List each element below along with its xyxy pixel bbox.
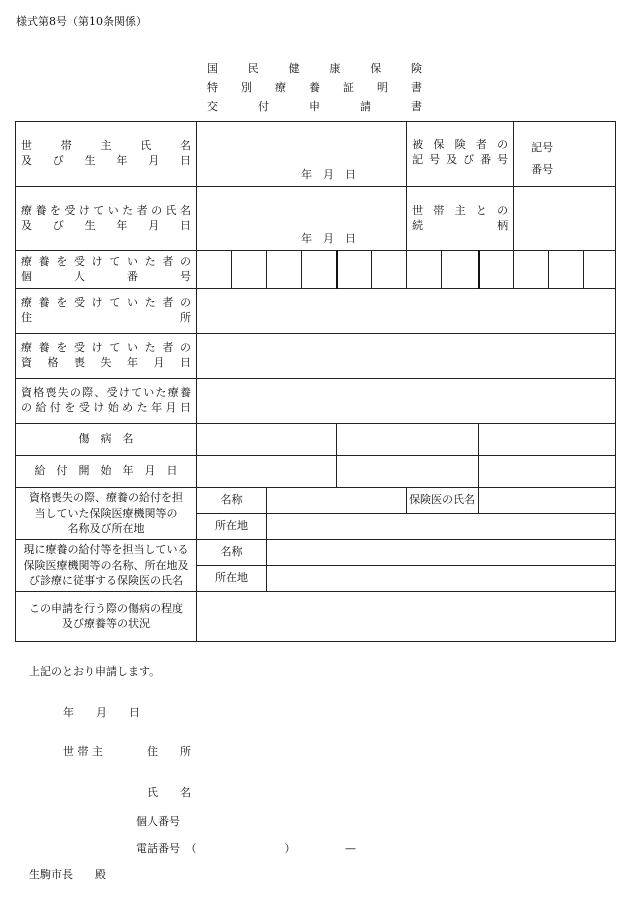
relation-input[interactable] xyxy=(514,187,616,251)
personal-number-digit[interactable] xyxy=(584,251,616,289)
householder-heading: 世 帯 主 xyxy=(63,745,103,758)
benefit-start-input[interactable] xyxy=(197,379,616,424)
personal-number-digit[interactable] xyxy=(302,251,337,289)
personal-number-digit[interactable] xyxy=(197,251,232,289)
condition-label: この申請を行う際の傷病の程度 及び療養等の状況 xyxy=(16,592,197,642)
doctor-name-input[interactable] xyxy=(479,488,616,514)
footer-name-label[interactable]: 氏 名 xyxy=(147,786,191,799)
benefit-start-label: 資格喪失の際、受けていた療養 の給付を受け始めた年月日 xyxy=(16,379,197,424)
application-form-table xyxy=(15,121,616,642)
disease-name-input-3[interactable] xyxy=(479,424,616,456)
personal-number-digit[interactable] xyxy=(232,251,267,289)
title-line-2: 特 別 療 養 証 明 書 xyxy=(207,81,422,94)
disease-name-input-2[interactable] xyxy=(337,424,479,456)
disease-name-input-1[interactable] xyxy=(197,424,337,456)
footer-personal-number-label[interactable]: 個人番号 xyxy=(136,815,180,828)
payment-start-label: 給 付 開 始 年 月 日 xyxy=(16,456,197,488)
form-number: 様式第8号（第10条関係） xyxy=(16,15,147,28)
householder-birthdate: 年 月 日 xyxy=(301,168,357,182)
addressee: 生駒市長 殿 xyxy=(29,868,106,881)
kigo-label: 記号 xyxy=(531,141,554,154)
footer-address-label[interactable]: 住 所 xyxy=(147,745,191,758)
curr-institution-location-input[interactable] xyxy=(267,566,616,592)
personal-number-digit[interactable] xyxy=(442,251,479,289)
personal-number-digit[interactable] xyxy=(372,251,407,289)
insured-number-input[interactable] xyxy=(514,122,616,187)
current-institution-label: 現に療養の給付等を担当している 保険医療機関等の名称、所在地及 び診療に従事する保険医の氏名 xyxy=(16,540,197,592)
householder-input[interactable] xyxy=(197,122,407,187)
loss-date-label: 療 養 を 受 け て い た 者 の 資 格 喪 失 年 月 日 xyxy=(16,334,197,379)
title-line-3: 交 付 申 請 書 xyxy=(207,100,422,113)
loss-date-input[interactable] xyxy=(197,334,616,379)
patient-birthdate: 年 月 日 xyxy=(301,232,357,246)
previous-institution-label: 資格喪失の際、療養の給付を担 当していた保険医療機関等の 名称及び所在地 xyxy=(16,488,197,540)
personal-number-digit[interactable] xyxy=(479,251,514,289)
prev-institution-location-label: 所在地 xyxy=(197,514,267,540)
personal-number-digit[interactable] xyxy=(549,251,584,289)
application-statement: 上記のとおり申請します。 xyxy=(29,665,161,678)
payment-start-input-2[interactable] xyxy=(337,456,479,488)
curr-institution-name-input[interactable] xyxy=(267,540,616,566)
footer-phone-label[interactable]: 電話番号 （ ） — xyxy=(136,842,356,855)
personal-number-label: 療 養 を 受 け て い た 者 の 個 人 番 号 xyxy=(16,251,197,289)
bango-label: 番号 xyxy=(531,163,554,176)
relation-label: 世 帯 主 と の 続 柄 xyxy=(407,187,514,251)
personal-number-digit[interactable] xyxy=(514,251,549,289)
insured-number-label: 被 保 険 者 の 記 号 及 び 番 号 xyxy=(407,122,514,187)
title-line-1: 国 民 健 康 保 険 xyxy=(207,62,422,75)
payment-start-input-3[interactable] xyxy=(479,456,616,488)
address-label: 療 養 を 受 け て い た 者 の 住 所 xyxy=(16,289,197,334)
householder-label: 世 帯 主 氏 名 及 び 生 年 月 日 xyxy=(16,122,197,187)
personal-number-digit[interactable] xyxy=(337,251,372,289)
personal-number-digit[interactable] xyxy=(407,251,442,289)
application-date[interactable]: 年 月 日 xyxy=(63,706,140,719)
prev-institution-name-input[interactable] xyxy=(267,488,407,514)
curr-institution-location-label: 所在地 xyxy=(197,566,267,592)
payment-start-input-1[interactable] xyxy=(197,456,337,488)
prev-institution-name-label: 名称 xyxy=(197,488,267,514)
address-input[interactable] xyxy=(197,289,616,334)
personal-number-digit[interactable] xyxy=(267,251,302,289)
doctor-name-label: 保険医の氏名 xyxy=(407,488,479,514)
prev-institution-location-input[interactable] xyxy=(267,514,616,540)
curr-institution-name-label: 名称 xyxy=(197,540,267,566)
disease-name-label: 傷 病 名 xyxy=(16,424,197,456)
patient-name-input[interactable] xyxy=(197,187,407,251)
condition-input[interactable] xyxy=(197,592,616,642)
patient-name-label: 療養を受けていた者の氏名 及 び 生 年 月 日 xyxy=(16,187,197,251)
